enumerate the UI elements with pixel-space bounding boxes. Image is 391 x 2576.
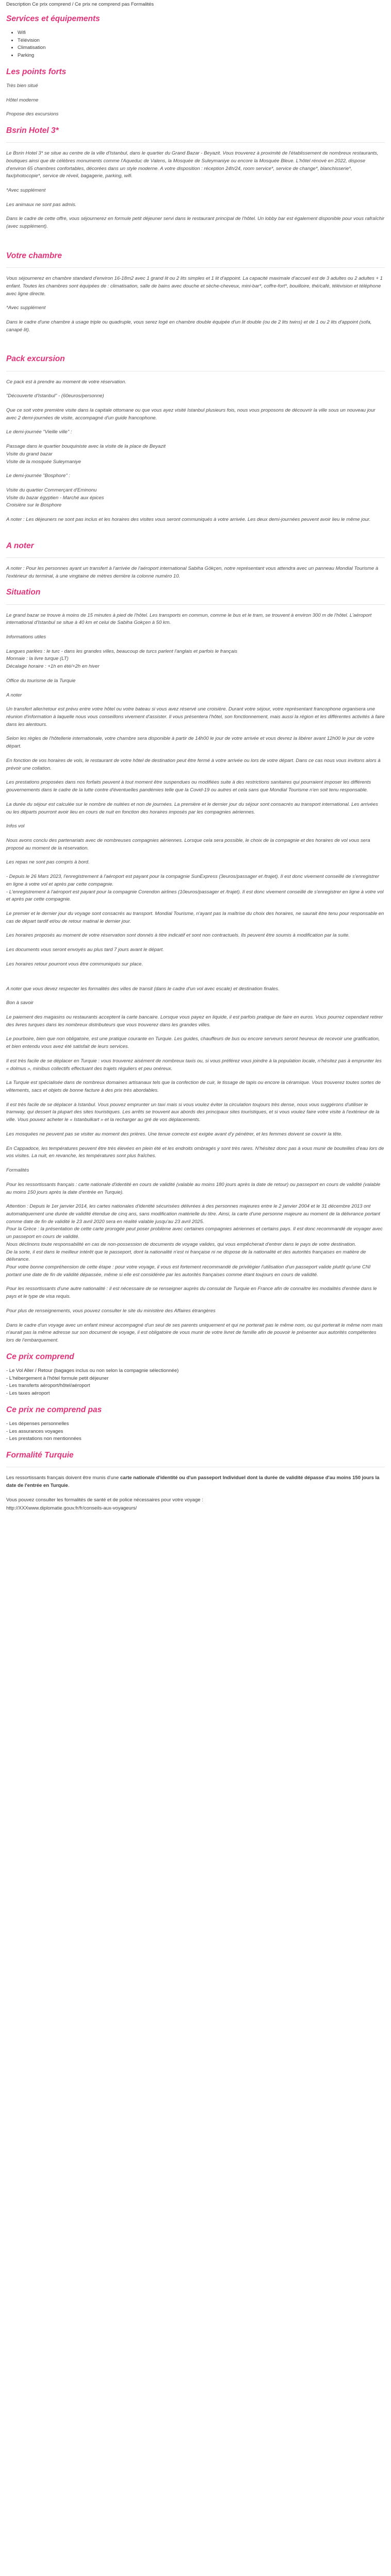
- points-forts-section: [6, 67, 385, 118]
- formalite-health: Vous pouvez consulter les formalités de santé et de police nécessaires pour votre voyage :: [6, 1497, 203, 1503]
- excursion-pack-name: "Découverte d'Istanbul" - (60euros/personne): [6, 393, 104, 399]
- hotel-title: Bsrin Hotel 3*: [6, 126, 59, 135]
- excursion-step: Visite du grand bazar: [6, 451, 53, 457]
- prix-ne-comprend-list: [6, 1420, 385, 1443]
- formalities-warning: [6, 1203, 385, 1279]
- a-noter-heading: A noter: [6, 692, 22, 698]
- ministry-link[interactable]: Pour plus de renseignements, vous pouvez consulter le site du ministère des Affaires étrangères: [6, 1308, 216, 1314]
- excursion-step: Croisière sur le Bosphore: [6, 502, 62, 509]
- situation-section: [6, 587, 385, 1344]
- prix-comprend-item: - Les taxes aéroport: [6, 1391, 50, 1397]
- a-noter-title: A noter: [6, 541, 34, 550]
- excursion-step: Passage dans le quartier bouquiniste avec la visite de la place de Beyazit: [6, 444, 166, 450]
- documents-info: Les documents vous seront envoyés au plus tard 7 jours avant le départ.: [6, 947, 164, 953]
- useful-info-list: [6, 648, 385, 671]
- prix-ne-comprend-section: [6, 1405, 385, 1443]
- chambre-note: *Avec supplément: [6, 305, 46, 311]
- formalite-text-after: .: [68, 1482, 70, 1488]
- point-fort-item: Très bien situé: [6, 82, 38, 89]
- warning-line: Nous déclinons toute responsabilité en cas de non-possession de documents de voyage valides, qui vous empêcherait d'entrer dans le pays de votre destination.: [6, 1241, 356, 1247]
- transport-info: Il est très facile de se déplacer en Turquie : vous trouverez aisément de nombreux taxis ou, si vous préférez vous joindre à la population locale, n'hésitez pas à emprunter les « dolmus », minibus collectifs effectuant des trajets réguliers et peu onéreux.: [6, 1058, 382, 1072]
- flight-info-heading: Infos vol: [6, 823, 25, 829]
- formalities-french: Pour les ressortissants français : carte nationale d'identité en cours de validité (valable au moins 180 jours après la date de retour) ou passeport en cours de validité (valable au moins 150 jours après la date d'entrée en Turquie).: [6, 1181, 381, 1195]
- divider: [6, 604, 385, 605]
- excursion-section: [6, 354, 385, 523]
- formalite-title: Formalité Turquie: [6, 1451, 74, 1460]
- prix-comprend-item: - Les transferts aéroport/hôtel/aéroport: [6, 1383, 90, 1389]
- chambre-section: [6, 251, 385, 334]
- warning-line: Attention : Depuis le 1er janvier 2014, les cartes nationales d'identité sécurisées délivrées à des personnes majeures entre le 2 janvier 2004 et le 31 décembre 2013 ont automatiquement une durée de validité étendue de cinq ans, sans modification matérielle du titre. Ainsi, la carte d'une personne majeure au moment de la délivrance portant comme date de fin de validité le 23 avril 2020 sera en réalité valable jusqu'au 23 avril 2025.: [6, 1204, 380, 1225]
- excursion-half-day-1: Le demi-journée "Vieille ville" :: [6, 429, 72, 435]
- situation-description: Le grand bazar se trouve à moins de 15 minutes à pied de l'hôtel. Les transports en commun, comme le bus et le tram, se trouvent à environ 300 m de l'hôtel. L'aéroport international d'Istanbul se situe à 40 km et celui de Sabiha Gokçen à 50 km.: [6, 612, 372, 626]
- excursion-half-day-2: Le demi-journée "Bosphore" :: [6, 473, 70, 479]
- prix-ne-comprend-item: - Les prestations non mentionnées: [6, 1436, 82, 1442]
- tip-info: Le pourboire, bien que non obligatoire, est une pratique courante en Turquie. Les guides, chauffeurs de bus ou encore serveurs seront heureux de recevoir une gratification, et bien entendu vous avez été satisfait de leurs services.: [6, 1036, 380, 1050]
- a-noter-section: [6, 541, 385, 581]
- service-item: • Parking: [18, 52, 385, 60]
- warning-line: De la sorte, il est dans le meilleur intérêt que le passeport, dont la nationalité n'est ni française ni ne dispose de la nationalité et des autorités françaises en matière de délivrance.: [6, 1249, 366, 1263]
- services-section: [6, 14, 385, 60]
- hotel-note: *Avec supplément: [6, 188, 46, 194]
- formalite-text: [6, 1475, 385, 1489]
- hotel-description: Le Bsrin Hotel 3* se situe au centre de la ville d'Istanbul, dans le quartier du Grand Bazar - Beyazit. Vous trouverez à proximité de l'établissement de nombreux restaurants, boutiques ainsi que de célèbres monuments comme l'Aqueduc de Valens, la Mosquée de Suleymaniye ou encore la Mosquée Bleue. L'hôtel rénové en 2022, dispose d'environ 65 chambres confortables, décorées dans un style moderne. A votre disposition : réception 24h/24, room service*, service de change*, blanchisserie*, fax/photocopie*, service de réveil, bagagerie, parking, wifi.: [6, 150, 379, 179]
- divider: [6, 267, 385, 268]
- service-item: • Climatisation: [18, 44, 385, 52]
- prix-comprend-section: [6, 1352, 385, 1398]
- tourism-office: Office du tourisme de la Turquie: [6, 677, 76, 684]
- prix-ne-comprend-item: - Les assurances voyages: [6, 1428, 63, 1434]
- cappadoce-info: En Cappadoce, les températures peuvent être très élevées en plein été et les endroits ombragés y sont très rares. N'hésitez donc pas à vous munir de bouteilles d'eau lors de vos visites. La nuit, en revanche, les températures sont plus fraîches.: [6, 1145, 384, 1159]
- minor-info: Dans le cadre d'un voyage avec un enfant mineur accompagné d'un seul de ses parents uniquement et qui ne porterait pas le même nom, ou qui porterait le même nom mais n'aurait pas la même adresse sur son document de voyage, il est obligatoire de vous munir de votre livret de famille afin de pouvoir le présenter aux autorités compétentes lors de l'embarquement.: [6, 1322, 383, 1344]
- excursion-half-day-1-list: [6, 443, 385, 466]
- points-forts-title: Les points forts: [6, 67, 67, 76]
- checkin-item: - L'enregistrement à l'aéroport est payant pour la compagnie Corendon airlines (10euros/passager et /trajet). Il est donc vivement conseillé de s'enregistrer en ligne à votre vol et après par cette compagnie.: [6, 889, 384, 903]
- point-fort-item: Hôtel moderne: [6, 97, 39, 103]
- prix-comprend-item: - L'hébergement à l'hôtel formule petit déjeuner: [6, 1375, 109, 1381]
- excursion-step: Visite du bazar égyptien - Marché aux épices: [6, 495, 104, 501]
- prix-ne-comprend-title: Ce prix ne comprend pas: [6, 1405, 102, 1414]
- excursion-note: A noter : Les déjeuners ne sont pas inclus et les horaires des visites vous seront communiqués à votre arrivée. Les deux demi-journées peuvent avoir lieu le même jour.: [6, 517, 371, 523]
- restaurant-info: En fonction de vos horaires de vols, le restaurant de votre hôtel de destination peut être fermé à votre arrivée ou lors de votre départ. Dans ce cas nous vous invitons alors à prévoir une collation.: [6, 757, 381, 771]
- warning-line: Pour votre bonne compréhension de cette étape : pour votre voyage, il vous est fortement recommandé de privilégier l'utilisation d'un passeport valide plutôt qu'une CNI portant une date de fin de validité dépassée, même si elle est considérée par les autorités françaises comme étant toujours en cours de validité.: [6, 1264, 371, 1278]
- payment-info: Le paiement des magasins ou restaurants acceptent la carte bancaire. Lorsque vous payez en liquide, il est parfois pratique de faire en euros. Vous pourrez cependant retirer des livres turques dans les nombreux distributeurs que vous trouverez dans les grandes villes.: [6, 1014, 383, 1028]
- chambre-triple: Dans le cadre d'une chambre à usage triple ou quadruple, vous serez logé en chambre double équipée d'un lit double (ou de 2 lits twins) et de 1 ou 2 lits d'appoint (sofa, canapé lit).: [6, 319, 372, 333]
- excursion-title: Pack excursion: [6, 354, 65, 364]
- formalite-link[interactable]: http://XXXwww.diplomatie.gouv.fr/fr/conseils-aux-voyageurs/: [6, 1505, 137, 1512]
- excursion-info: Ce pack est à prendre au moment de votre réservation.: [6, 379, 126, 385]
- formalite-section: [6, 1450, 385, 1513]
- excursion-step: Visite de la mosquée Suleymaniye: [6, 459, 82, 465]
- prix-comprend-title: Ce prix comprend: [6, 1352, 74, 1361]
- transfer-info: Un transfert aller/retour est prévu entre votre hôtel ou votre bateau si vous avez réservé une croisière. Durant votre séjour, votre représentant francophone organisera une réunion d'information à laquelle nous vous conseillons vivement d'assister. Il vous présentera l'hôtel, son fonctionnement, mais aussi la région et les différentes activités à faire dans les alentours.: [6, 706, 385, 727]
- divider: [6, 142, 385, 143]
- a-noter-text: A noter : Pour les personnes ayant un transfert à l'arrivée de l'aéroport international Sabiha Gökçen, notre représentant vous attendra avec un panneau Mondial Tourisme à l'extérieur du terminal, à une vingtaine de mètres derrière la colonne numéro 10.: [6, 566, 379, 579]
- prix-ne-comprend-item: - Les dépenses personnelles: [6, 1420, 69, 1427]
- page: [0, 1, 391, 1513]
- flight-partners: Nous avons conclu des partenariats avec de nombreuses compagnies aériennes. Lorsque cela sera possible, le choix de la compagnie et des horaires de vol vous sera proposé au moment de la réservation.: [6, 837, 370, 851]
- hotel-section: [6, 126, 385, 231]
- checkin-info: [6, 873, 385, 904]
- schedule-info: Les horaires proposés au moment de votre réservation sont donnés à titre indicatif et sont non contractuels. Ils peuvent être soumis à modification par la suite.: [6, 933, 350, 939]
- mosque-info: Les mosquées ne peuvent pas se visiter au moment des prières. Une tenue correcte est exigée avant d'y pénétrer, et les femmes doivent se couvrir la tête.: [6, 1131, 343, 1137]
- breadcrumb[interactable]: Description Ce prix comprend / Ce prix ne comprend pas Formalités: [6, 2, 154, 7]
- chambre-title: Votre chambre: [6, 251, 62, 260]
- excursion-description: Que ce soit votre première visite dans la capitale ottomane ou que vous ayez visité Istanbul plusieurs fois, nous vous proposons de découvrir la ville sous un nouveau jour avec 2 demi-journées de visite, accompagné d'un guide francophone.: [6, 407, 376, 421]
- point-fort-item: Propose des excursions: [6, 111, 59, 117]
- transport-days: Le premier et le dernier jour du voyage sont consacrés au transport. Mondial Tourisme, n'ayant pas la maîtrise du choix des horaires, ne saurait être tenu pour responsable en cas de départ tardif et/ou de retour matinal le dernier jour.: [6, 910, 384, 924]
- service-item: • Wifi: [18, 29, 385, 37]
- transit-formalities: A noter que vous devez respecter les formalités des villes de transit (dans le cadre d'un vol avec escale) et destination finales.: [6, 986, 280, 992]
- services-title: Services et équipements: [6, 14, 100, 23]
- useful-info-item: Langues parlées : le turc - dans les grandes villes, beaucoup de turcs parlent l'anglais et parfois le français: [6, 648, 238, 654]
- formalities-heading: Formalités: [6, 1167, 29, 1174]
- checkin-item: - Depuis le 26 Mars 2023, l'enregistrement à l'aéroport est payant pour la compagnie SunExpress (3euros/passager et /trajet). Il est donc vivement conseillé de s'enregistrer en ligne à votre vol et après par cette compagnie.: [6, 874, 380, 887]
- room-availability: Selon les règles de l'hôtellerie internationale, votre chambre sera disponible à partir de 14h00 le jour de votre arrivée et vous devrez la libérer avant 12h00 le jour de votre départ.: [6, 736, 374, 750]
- hotel-formula: Dans le cadre de cette offre, vous séjournerez en formule petit déjeuner servi dans le restaurant principal de l'hôtel. Un lobby bar est également disponible pour vous rafraîchir (avec supplément).: [6, 216, 385, 230]
- covid-info: Les prestations proposées dans nos forfaits peuvent à tout moment être suspendues ou modifiées suite à des restrictions sanitaires qui pourraient imposer les différents gouvernements dans le cadre de la lutte contre d'éventuelles pandémies telle que la Covid-19 ou autres et cela sans que Mondial Tourisme n'en soit tenu responsable.: [6, 779, 371, 793]
- excursion-half-day-2-list: [6, 487, 385, 510]
- services-list: [18, 29, 385, 60]
- excursion-step: Visite du quartier Commerçant d'Eminonu: [6, 487, 97, 493]
- prix-comprend-list: [6, 1367, 385, 1398]
- chambre-description: Vous séjournerez en chambre standard d'environ 16-18m2 avec 1 grand lit ou 2 lits simples et 1 lit d'appoint. La capacité maximale d'accueil est de 3 adultes ou 2 adultes + 1 enfant. Toutes les chambres sont équipées de : climatisation, salle de bains avec douche et sèche-cheveux, mini-bar*, coffre-fort*, bouilloire, thé/café, télévision et téléphone avec ligne directe.: [6, 276, 383, 297]
- formalities-other: Pour les ressortissants d'une autre nationalité : il est nécessaire de se renseigner auprès du consulat de Turquie en France afin de connaître les modalités d'entrée dans le pays et le type de visa requis.: [6, 1286, 377, 1300]
- good-to-know-heading: Bon à savoir: [6, 1000, 34, 1006]
- hotel-animals: Les animaux ne sont pas admis.: [6, 201, 77, 208]
- useful-info-item: Décalage horaire : +1h en été/+2h en hiver: [6, 664, 100, 670]
- situation-title: Situation: [6, 588, 41, 597]
- useful-info-item: Monnaie : la livre turque (LT): [6, 656, 69, 662]
- crafts-info: La Turquie est spécialisée dans de nombreux domaines artisanaux tels que la confection de cuir, le tissage de tapis ou encore la céramique. Vous trouverez toutes sortes de vêtements, sacs et objets de bonne facture à des prix très abordables.: [6, 1080, 381, 1094]
- warning-line: Pour la Grèce : la présentation de cette carte prorogée peut poser problème avec certaines compagnies aériennes et certains pays. Il est donc recommandé de voyager avec un passeport en cours de validité.: [6, 1226, 383, 1240]
- prix-comprend-item: - Le Vol Aller / Retour (bagages inclus ou non selon la compagnie sélectionnée): [6, 1367, 179, 1374]
- stay-duration: La durée du séjour est calculée sur le nombre de nuitées et non de journées. La première et le dernier jour du séjour sont consacrés au transport international. Les arrivées ou les départs pourront avoir lieu en cours de nuit en fonction des horaires imposés par les compagnies aériennes.: [6, 801, 378, 815]
- service-item: • Télévision: [18, 37, 385, 45]
- useful-info-heading: Informations utiles: [6, 634, 46, 640]
- divider: [6, 557, 385, 558]
- formalite-text-bold: carte nationale d'identité ou d'un passeport Individuel dont la durée de validité dépasse d'au moins 150 jours la date de l'entrée en Turquie: [6, 1475, 380, 1488]
- return-schedule: Les horaires retour pourront vous être communiqués sur place.: [6, 961, 143, 967]
- formalite-text-before: Les ressortissants français doivent être munis d'une: [6, 1475, 120, 1481]
- meals-info: Les repas ne sont pas compris à bord.: [6, 859, 90, 866]
- istanbul-transport: Il est très facile de se déplacer à Istanbul. Vous pouvez emprunter un taxi mais si vous voulez éviter la circulation toujours très dense, nous vous suggérons d'utiliser le tramway, qui dessert la plupart des sites touristiques. Les arrêts se trouvent aux abords des principaux sites touristiques, et si vous voulez faire votre visite à l'extérieur de la ville. Vous pouvez acheter le « Istanbulkart » et la recharger au gré de vos déplacements.: [6, 1101, 380, 1123]
